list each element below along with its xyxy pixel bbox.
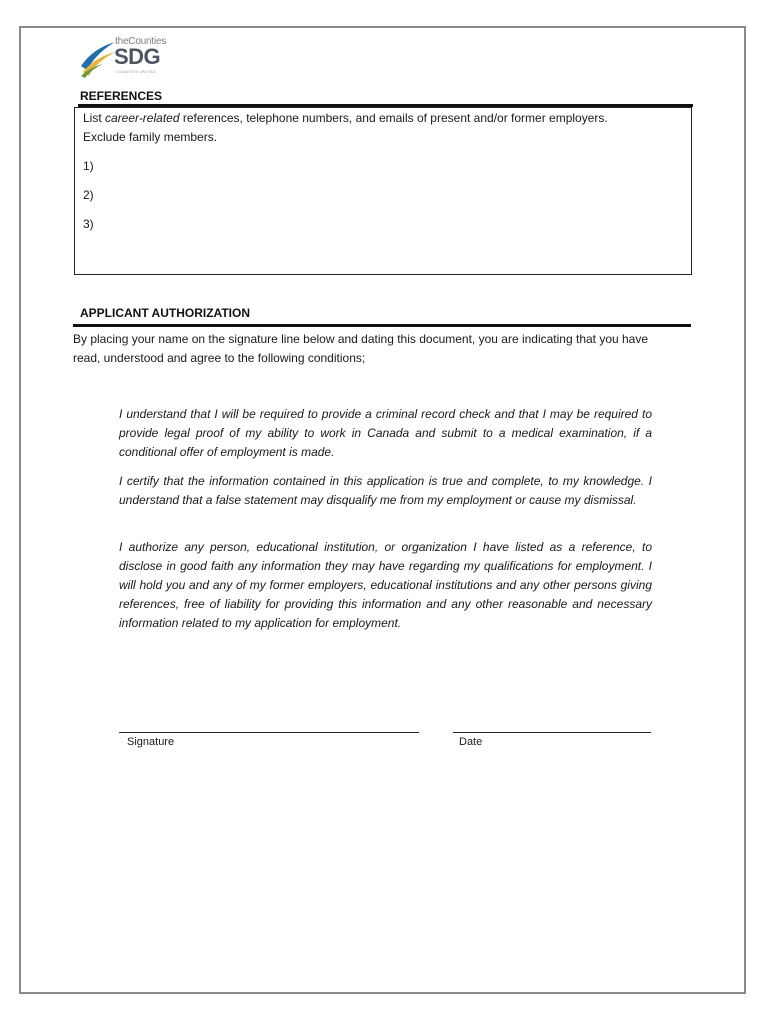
references-box[interactable] [74,107,692,275]
logo-tiny-text: COUNTIES UNITED [116,69,156,74]
reference-item-2[interactable]: 2) [83,188,94,202]
logo-small-text: theCounties [115,36,167,47]
authorization-rule [73,324,691,327]
logo-swoosh-icon [79,36,119,78]
authorization-intro: By placing your name on the signature line below and dating this document, you are indicating that you have read, understood and agree to the following conditions; [73,332,649,365]
date-line[interactable] [453,732,651,733]
authorization-title: APPLICANT AUTHORIZATION [80,306,250,320]
authorization-paragraph-1: I understand that I will be required to provide a criminal record check and that I may be required to provide legal proof of my ability to work in Canada and submit to a medical examination, if a conditional offer of employment is made. [119,407,652,459]
signature-label: Signature [127,736,175,748]
references-title: REFERENCES [80,89,163,103]
signature-line[interactable] [119,732,419,733]
logo-big-text: SDG [114,44,161,69]
authorization-paragraph-3: I authorize any person, educational institution, or organization I have listed as a reference, to disclose in good faith any information they may have regarding my qualifications for employment. I will hold you and any of my former employers, educational institutions and any other persons giving references, free of liability for providing this information and any other reasonable and necessary information related to my application for employment. [119,540,652,630]
references-instruction: List career-related references, telephone numbers, and emails of present and/or former employers. [83,111,608,125]
reference-item-3[interactable]: 3) [83,217,94,231]
sdg-counties-logo [79,36,171,78]
authorization-paragraph-2: I certify that the information contained in this application is true and complete, to my knowledge. I understand that a false statement may disqualify me from my employment or cause my dismissal. [119,474,652,507]
references-instruction-line2: Exclude family members. [83,130,218,144]
reference-item-1[interactable]: 1) [83,159,94,173]
date-label: Date [459,736,483,748]
